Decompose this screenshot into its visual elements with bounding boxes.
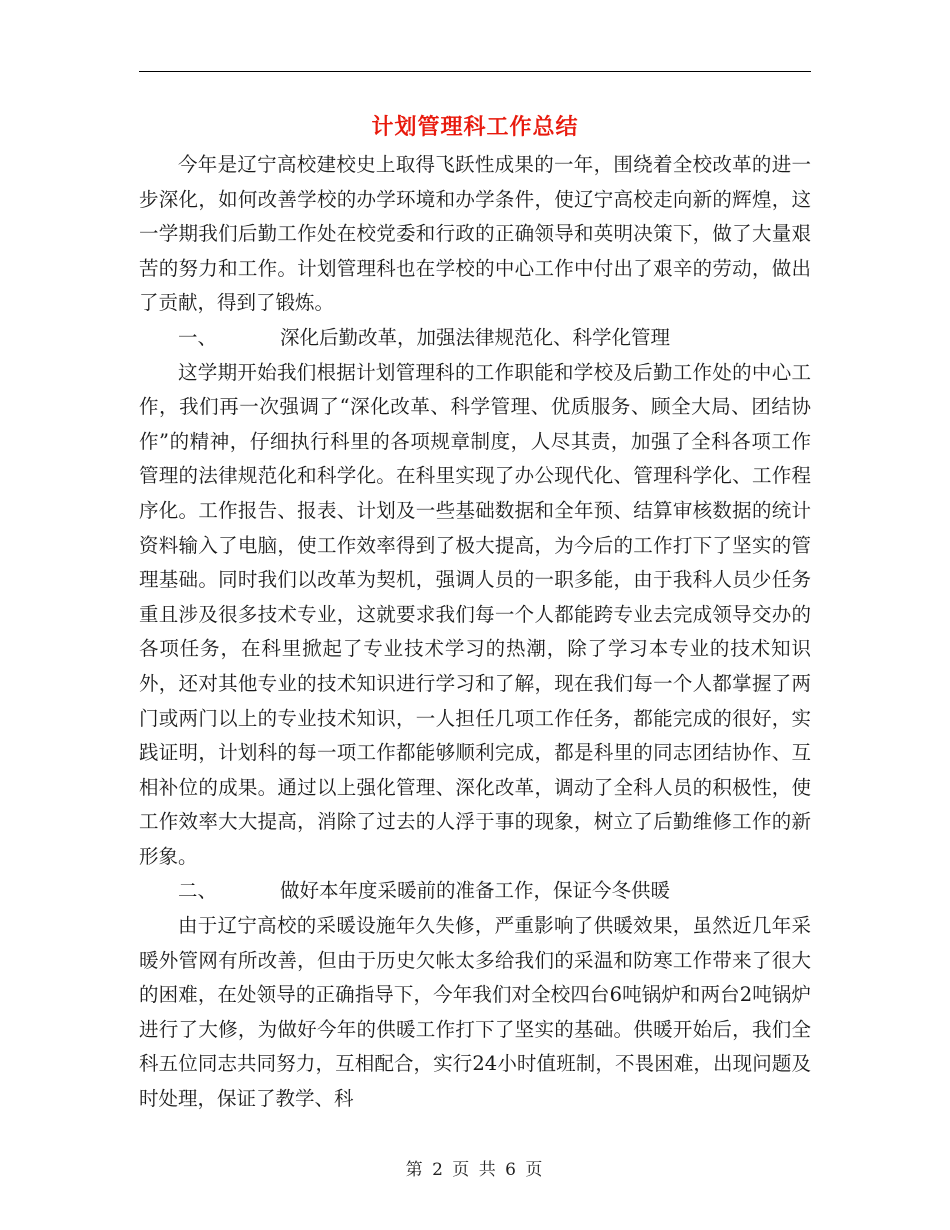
section-heading-text-1: 深化后勤改革，加强法律规范化、科学化管理 bbox=[280, 325, 671, 349]
document-body bbox=[139, 148, 811, 1117]
header-rule bbox=[139, 71, 811, 72]
section-number-1: 一、 bbox=[178, 325, 218, 349]
document-title: 计划管理科工作总结 bbox=[371, 115, 579, 140]
section-number-2: 二、 bbox=[178, 879, 218, 903]
section-heading-2 bbox=[139, 874, 811, 909]
paragraph-section-2: 由于辽宁高校的采暖设施年久失修，严重影响了供暖效果，虽然近几年采暖外管网有所改善，但由于历史欠帐太多给我们的采温和防寒工作带来了很大的困难，在处领导的正确指导下，今年我们对全校四台6吨锅炉和两台2吨锅炉进行了大修，为做好今年的供暖工作打下了坚实的基础。供暖开始后，我们全科五位同志共同努力，互相配合，实行24小时值班制，不畏困难，出现问题及时处理，保证了教学、科 bbox=[139, 914, 811, 1111]
page-footer: 第 2 页 共 6 页 bbox=[405, 1160, 545, 1180]
section-heading-1 bbox=[139, 321, 811, 356]
section-heading-text-2: 做好本年度采暖前的准备工作，保证今冬供暖 bbox=[280, 879, 671, 903]
paragraph-section-1: 这学期开始我们根据计划管理科的工作职能和学校及后勤工作处的中心工作，我们再一次强调了“深化改革、科学管理、优质服务、顾全大局、团结协作”的精神，仔细执行科里的各项规章制度，人尽其责，加强了全科各项工作管理的法律规范化和科学化。在科里实现了办公现代化、管理科学化、工作程序化。工作报告、报表、计划及一些基础数据和全年预、结算审核数据的统计资料输入了电脑，使工作效率得到了极大提高，为今后的工作打下了坚实的管理基础。同时我们以改革为契机，强调人员的一职多能，由于我科人员少任务重且涉及很多技术专业，这就要求我们每一个人都能跨专业去完成领导交办的各项任务，在科里掀起了专业技术学习的热潮，除了学习本专业的技术知识外，还对其他专业的技术知识进行学习和了解，现在我们每一个人都掌握了两门或两门以上的专业技术知识，一人担任几项工作任务，都能完成的很好，实践证明，计划科的每一项工作都能够顺利完成，都是科里的同志团结协作、互相补位的成果。通过以上强化管理、深化改革，调动了全科人员的积极性，使工作效率大大提高，消除了过去的人浮于事的现象，树立了后勤维修工作的新形象。 bbox=[139, 360, 811, 868]
paragraph-intro: 今年是辽宁高校建校史上取得飞跃性成果的一年，围绕着全校改革的进一步深化，如何改善学校的办学环境和办学条件，使辽宁高校走向新的辉煌，这一学期我们后勤工作处在校党委和行政的正确领导和英明决策下，做了大量艰苦的努力和工作。计划管理科也在学校的中心工作中付出了艰辛的劳动，做出了贡献，得到了锻炼。 bbox=[139, 153, 811, 315]
